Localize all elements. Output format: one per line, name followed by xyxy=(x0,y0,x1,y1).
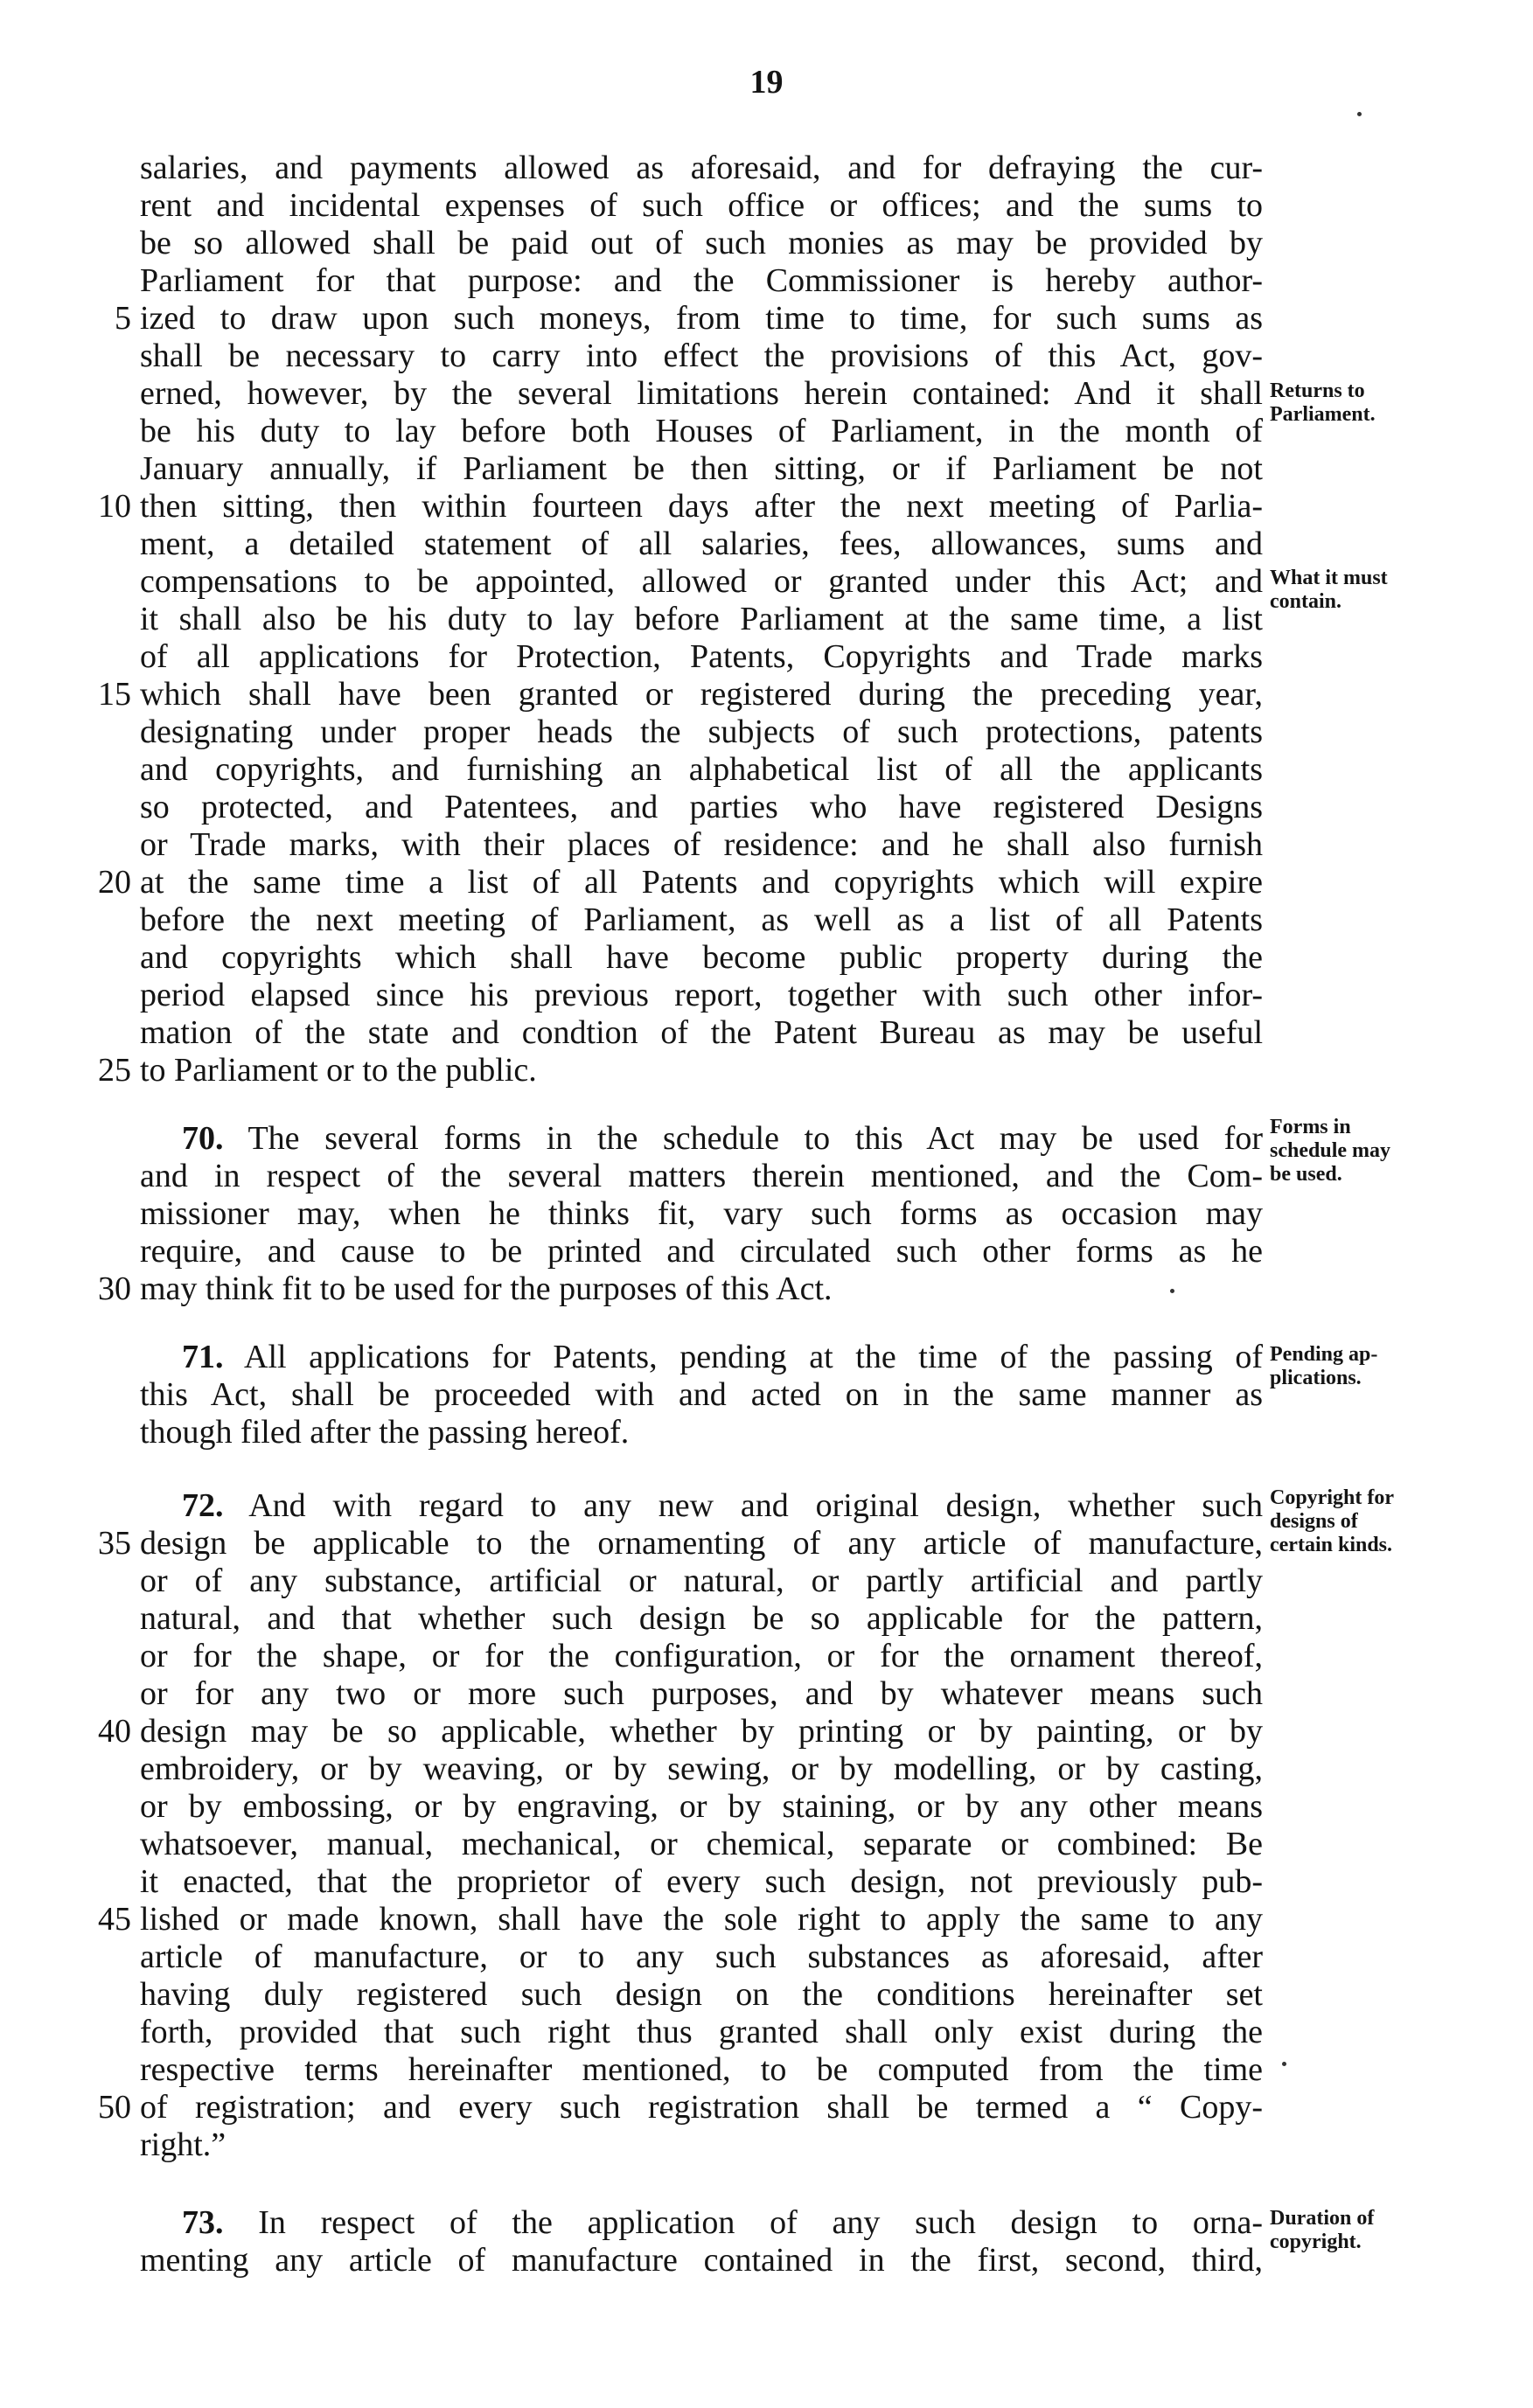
line-number: 5 xyxy=(115,300,131,337)
line-number: 45 xyxy=(98,1901,131,1938)
text-line: shall be necessary to carry into effect the provisions of this Act, gov- xyxy=(140,338,1263,374)
text-line: or by embossing, or by engraving, or by staining, or by any other means xyxy=(140,1788,1263,1825)
text-line: which shall have been granted or registered during the preceding year, xyxy=(140,676,1263,713)
text-line: forth, provided that such right thus granted shall only exist during the xyxy=(140,2014,1263,2050)
text-line: menting any article of manufacture contained in the first, second, third, xyxy=(140,2242,1263,2279)
text-line: it shall also be his duty to lay before Parliament at the same time, a list xyxy=(140,601,1263,637)
text-line: All applications for Patents, pending at the time of the passing of xyxy=(244,1339,1264,1375)
section-number: 71. xyxy=(182,1339,224,1375)
text-line: lished or made known, shall have the sole right to apply the same to any xyxy=(140,1901,1263,1938)
text-line: January annually, if Parliament be then sitting, or if Parliament be not xyxy=(140,450,1263,487)
scan-speck xyxy=(1170,1289,1174,1293)
margin-note: Copyright for designs of certain kinds. xyxy=(1270,1486,1394,1556)
line-number: 25 xyxy=(98,1052,131,1089)
text-line: or Trade marks, with their places of residence: and he shall also furnish xyxy=(140,826,1263,863)
text-line: The several forms in the schedule to this Act may be used for xyxy=(247,1120,1263,1157)
text-line: compensations to be appointed, allowed or granted under this Act; and xyxy=(140,563,1263,600)
text-line: may think fit to be used for the purposes of this Act. xyxy=(140,1270,833,1307)
margin-note: Returns to Parliament. xyxy=(1270,379,1376,426)
line-number: 35 xyxy=(98,1525,131,1562)
text-line: ment, a detailed statement of all salaries, fees, allowances, sums and xyxy=(140,525,1263,562)
text-line: or for the shape, or for the configuration, or for the ornament thereof, xyxy=(140,1638,1263,1674)
text-line: then sitting, then within fourteen days after the next meeting of Parlia- xyxy=(140,488,1263,525)
text-line: though filed after the passing hereof. xyxy=(140,1414,630,1451)
text-line: it enacted, that the proprietor of every such design, not previously pub- xyxy=(140,1863,1263,1900)
text-line: missioner may, when he thinks fit, vary such forms as occasion may xyxy=(140,1195,1263,1232)
text-line: or of any substance, artificial or natural, or partly artificial and partly xyxy=(140,1562,1263,1599)
text-line: this Act, shall be proceeded with and acted on in the same manner as xyxy=(140,1376,1263,1413)
line-number: 20 xyxy=(98,864,131,901)
text-line: having duly registered such design on the conditions hereinafter set xyxy=(140,1976,1263,2013)
section-number: 73. xyxy=(182,2204,224,2241)
margin-note: What it must contain. xyxy=(1270,567,1388,613)
margin-note: Forms in schedule may be used. xyxy=(1270,1116,1390,1186)
line-number: 10 xyxy=(98,488,131,525)
line-number: 30 xyxy=(98,1270,131,1307)
text-line: design may be so applicable, whether by printing or by painting, or by xyxy=(140,1713,1263,1750)
text-line: erned, however, by the several limitations herein contained: And it shall xyxy=(140,375,1263,412)
text-line: embroidery, or by weaving, or by sewing, or by modelling, or by casting, xyxy=(140,1750,1263,1787)
text-line: salaries, and payments allowed as aforesaid, and for defraying the cur- xyxy=(140,150,1263,186)
text-line: period elapsed since his previous report, together with such other infor- xyxy=(140,977,1263,1013)
line-number: 50 xyxy=(98,2089,131,2126)
text-line: be so allowed shall be paid out of such monies as may be provided by xyxy=(140,225,1263,261)
page-number: 19 xyxy=(749,64,784,101)
text-line: before the next meeting of Parliament, as well as a list of all Patents xyxy=(140,901,1263,938)
text-line: Parliament for that purpose: and the Commissioner is hereby author- xyxy=(140,262,1263,299)
section-first-line xyxy=(182,1338,1263,1376)
margin-note: Duration of copyright. xyxy=(1270,2207,1375,2253)
text-line: and copyrights which shall have become public property during the xyxy=(140,939,1263,976)
text-line: article of manufacture, or to any such substances as aforesaid, after xyxy=(140,1938,1263,1975)
text-line: be his duty to lay before both Houses of Parliament, in the month of xyxy=(140,413,1263,449)
text-line: require, and cause to be printed and circulated such other forms as he xyxy=(140,1233,1263,1270)
text-line: In respect of the application of any such design to orna- xyxy=(258,2204,1264,2241)
text-line: right.” xyxy=(140,2126,226,2163)
text-line: and copyrights, and furnishing an alphabetical list of all the applicants xyxy=(140,751,1263,788)
text-line: design be applicable to the ornamenting of any article of manufacture, xyxy=(140,1525,1263,1562)
text-line: And with regard to any new and original design, whether such xyxy=(248,1487,1264,1524)
section-first-line xyxy=(182,2203,1263,2242)
line-number: 40 xyxy=(98,1713,131,1750)
text-line: ized to draw upon such moneys, from time to time, for such sums as xyxy=(140,300,1263,337)
text-line: and in respect of the several matters therein mentioned, and the Com- xyxy=(140,1158,1263,1194)
scan-speck xyxy=(1357,112,1362,116)
scan-speck xyxy=(1282,2062,1286,2066)
text-line: natural, and that whether such design be so applicable for the pattern, xyxy=(140,1600,1263,1637)
text-line: so protected, and Patentees, and parties who have registered Designs xyxy=(140,789,1263,825)
margin-note: Pending ap- plications. xyxy=(1270,1343,1378,1389)
line-number: 15 xyxy=(98,676,131,713)
section-number: 70. xyxy=(182,1120,224,1157)
section-number: 72. xyxy=(182,1487,224,1524)
section-first-line xyxy=(182,1486,1263,1525)
text-line: designating under proper heads the subjects of such protections, patents xyxy=(140,713,1263,750)
text-line: respective terms hereinafter mentioned, to be computed from the time xyxy=(140,2051,1263,2088)
text-line: whatsoever, manual, mechanical, or chemical, separate or combined: Be xyxy=(140,1826,1263,1862)
text-line: or for any two or more such purposes, and by whatever means such xyxy=(140,1675,1263,1712)
text-line: at the same time a list of all Patents and copyrights which will expire xyxy=(140,864,1263,901)
text-line: mation of the state and condtion of the Patent Bureau as may be useful xyxy=(140,1014,1263,1051)
text-line: of all applications for Protection, Patents, Copyrights and Trade marks xyxy=(140,638,1263,675)
section-first-line xyxy=(182,1119,1263,1158)
text-line: rent and incidental expenses of such office or offices; and the sums to xyxy=(140,187,1263,224)
text-line: of registration; and every such registration shall be termed a “ Copy- xyxy=(140,2089,1263,2126)
text-line: to Parliament or to the public. xyxy=(140,1052,537,1089)
